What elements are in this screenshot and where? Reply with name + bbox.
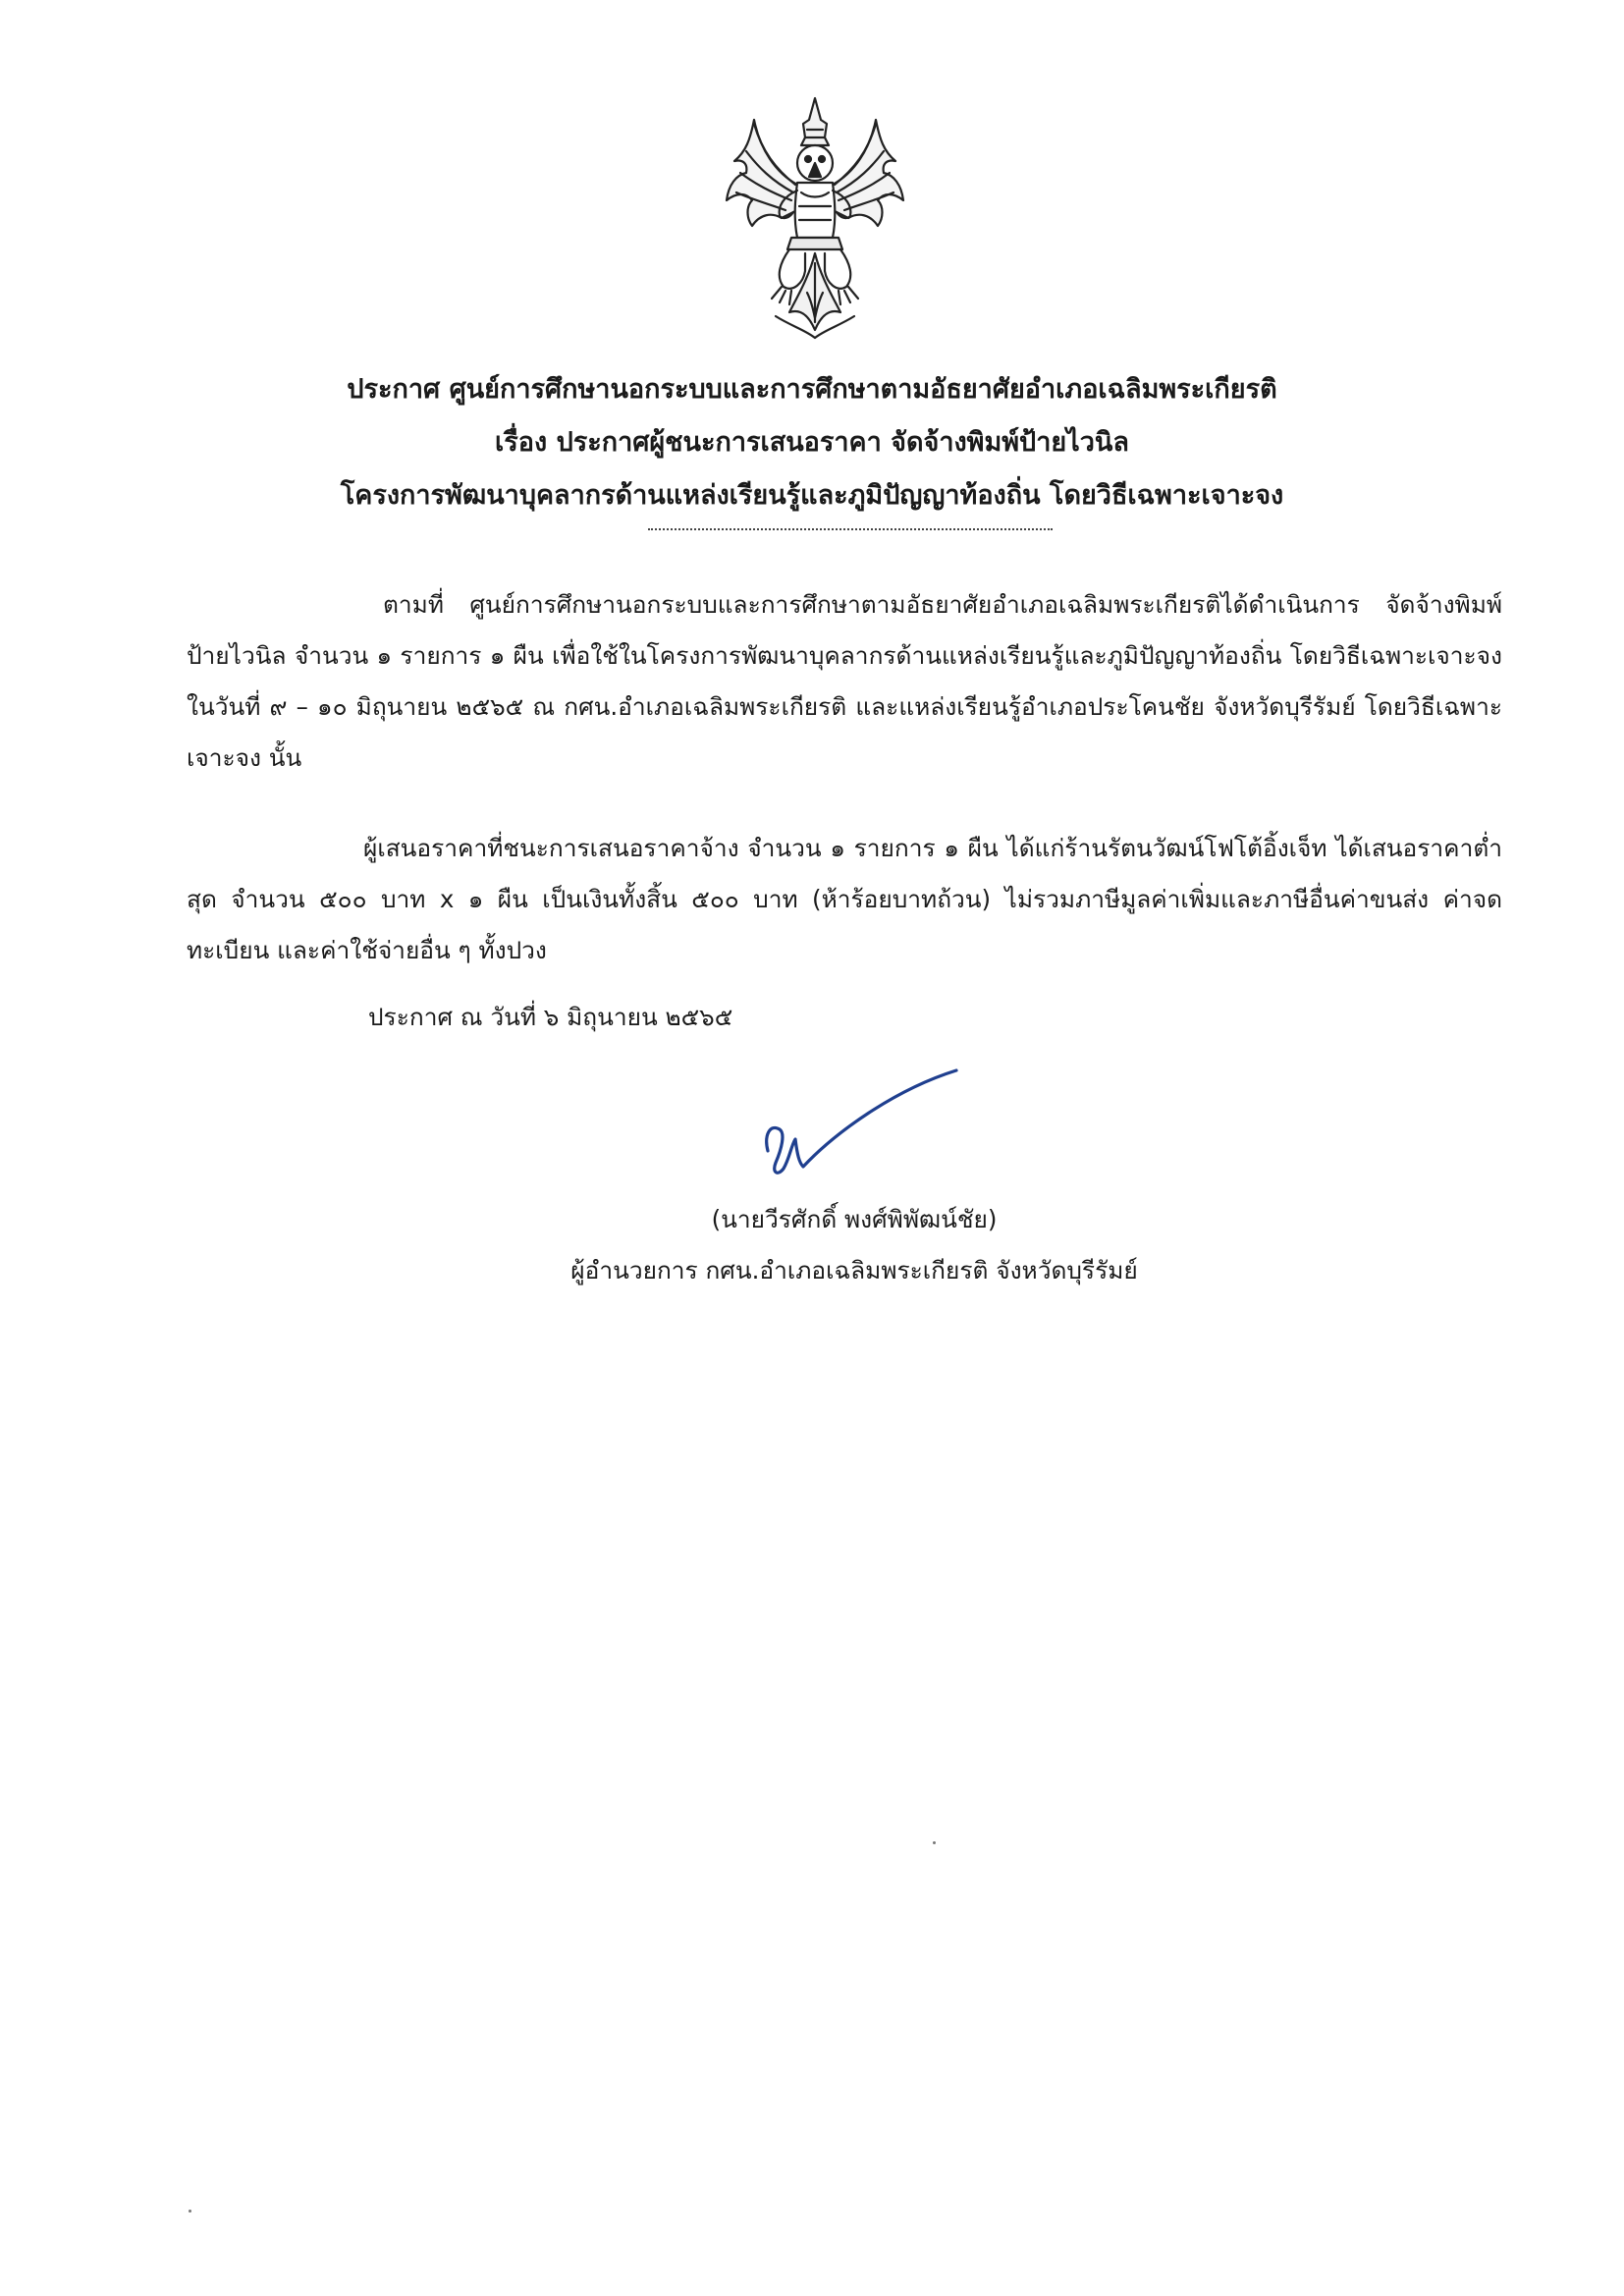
signatory-name: (นายวีรศักดิ์ พงศ์พิพัฒน์ชัย) — [711, 1205, 998, 1233]
scan-speck — [189, 2210, 191, 2213]
announcement-project: โครงการพัฒนาบุคลากรด้านแหล่งเรียนรู้และภูมิปัญญาท้องถิ่น โดยวิธีเฉพาะเจาะจง — [340, 480, 1284, 511]
announcement-title: ประกาศ ศูนย์การศึกษานอกระบบและการศึกษาตามอัธยาศัยอำเภอเฉลิมพระเกียรติ — [347, 374, 1277, 405]
scan-speck — [933, 1841, 936, 1844]
header-divider — [648, 528, 1053, 530]
handwritten-signature — [756, 1061, 972, 1198]
garuda-emblem-icon — [707, 90, 923, 346]
announcement-subject: เรื่อง ประกาศผู้ชนะการเสนอราคา จัดจ้างพิมพ์ป้ายไวนิล — [495, 427, 1129, 458]
signatory-title: ผู้อำนวยการ กศน.อำเภอเฉลิมพระเกียรติ จังหวัดบุรีรัมย์ — [570, 1256, 1138, 1285]
announcement-date: ประกาศ ณ วันที่ ๖ มิถุนายน ๒๕๖๕ — [368, 1003, 733, 1031]
body-paragraph-2: ผู้เสนอราคาที่ชนะการเสนอราคาจ้าง จำนวน ๑ รายการ ๑ ผืน ได้แก่ร้านรัตนวัฒน์โฟโต้อิ้งเจ็ท ได้เสนอราคาต่ำสุด จำนวน ๕๐๐ บาท x ๑ ผืน เป็นเงินทั้งสิ้น ๕๐๐ บาท (ห้าร้อยบาทถ้วน) ไม่รวมภาษีมูลค่าเพิ่มและภาษีอื่นค่าขนส่ง ค่าจดทะเบียน และค่าใช้จ่ายอื่น ๆ ทั้งปวง — [187, 834, 1502, 964]
body-paragraph-1: ตามที่ ศูนย์การศึกษานอกระบบและการศึกษาตามอัธยาศัยอำเภอเฉลิมพระเกียรติได้ดำเนินการ จัดจ้างพิมพ์ป้ายไวนิล จำนวน ๑ รายการ ๑ ผืน เพื่อใช้ในโครงการพัฒนาบุคลากรด้านแหล่งเรียนรู้และภูมิปัญญาท้องถิ่น โดยวิธีเฉพาะเจาะจง ในวันที่ ๙ – ๑๐ มิถุนายน ๒๕๖๕ ณ กศน.อำเภอเฉลิมพระเกียรติ และแหล่งเรียนรู้อำเภอประโคนชัย จังหวัดบุรีรัมย์ โดยวิธีเฉพาะเจาะจง นั้น — [187, 590, 1502, 772]
